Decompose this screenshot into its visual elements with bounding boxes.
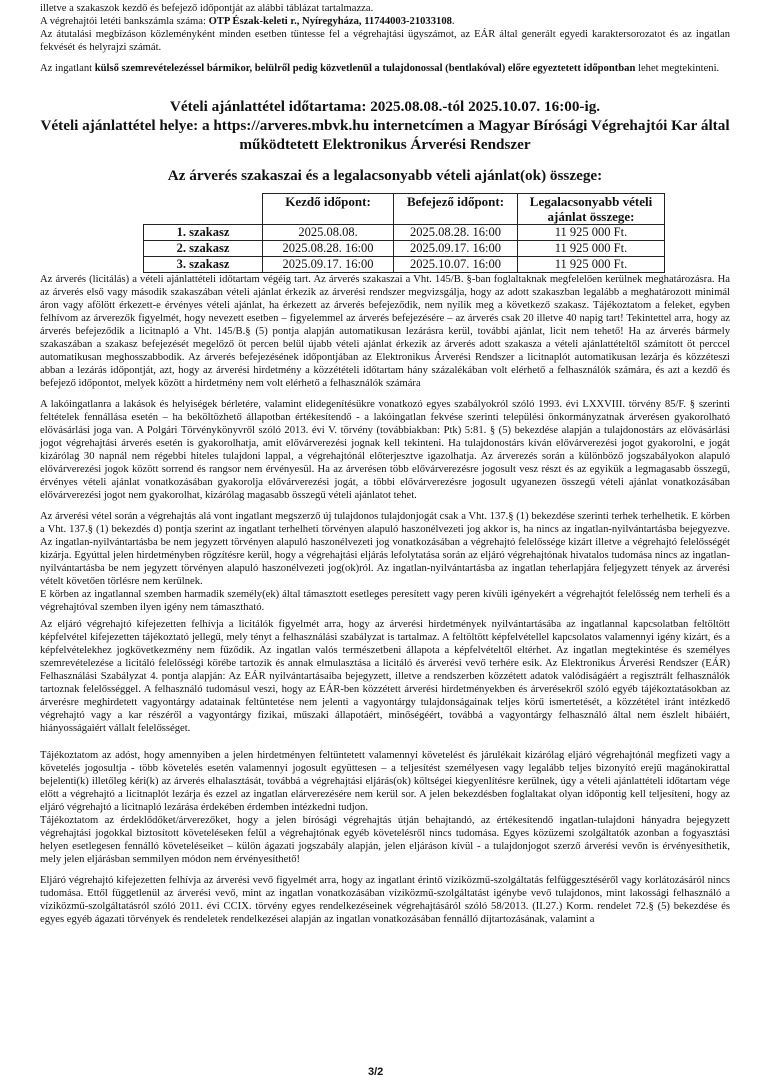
photo-disclaimer-paragraph: Az eljáró végrehajtó kifejezetten felhívja a licitálók figyelmét arra, hogy az árverési hirdetmények nyilvántartásába az ingatlannal kapcsolatban feltöltött képfelvétel kifejezetten tájékoztató jellegű, mely tényt a felhasználási szabályzat is tartalmaz. A feltöltött képfelvétellel kapcsolatos valamennyi igény kizárt, és a képfelvételekhez jogkövetkezmény nem fűződik. Az ingatlan valós természetbeni állapota a képfelvételtől eltérhet. Az ingatlan megtekintése és személyes szemrevételezése a licitáló felelősségi körébe tartozik és annak elmulasztása a licitáló és árverési vevő terhére esik. Az Elektronikus Árverési Rendszer (EÁR) Felhasználási Szabályzat 4. pontja alapján: Az EÁR nyilvántartásaiba bejegyzett, illetve a rendszerben közzétett adatok valódiságáért a regisztrált felhasználók tartoznak felelősséggel. A felhasználó tudomásul veszi, hogy az EÁR-ben közzétett árverési hirdetményekben és árverésekről szóló egyéb tájékoztatásokban az árverésre meghirdetett vagyontárgy adatainak feltüntetése nem jelenti a vagyontárgy tulajdonságainak teljes körű ismertetését, a közzététel iránt intézkedő végrehajtó vagy a kar részéről a vagyontárgy fizikai, műszaki állapotáért, minőségéért, továbbá a vagyontárgy felhasználó által nem észlelt hibáiért, hiányosságaiért vállalt felelősséget. [40, 619, 730, 734]
stage-end: 2025.09.17. 16:00 [394, 241, 518, 257]
intro-line-1: illetve a szakaszok kezdő és befejező időpontját az alábbi táblázat tartalmazza. [40, 3, 374, 14]
bank-suffix: . [451, 16, 455, 27]
document-body [40, 2, 730, 926]
inspection-paragraph [40, 62, 730, 75]
stage-start: 2025.08.28. 16:00 [263, 241, 394, 257]
water-utility-paragraph: Eljáró végrehajtó kifejezetten felhívja az árverési vevő figyelmét arra, hogy az ingatlant érintő víziközmű-szolgáltatás felfüggesztéséről vagy korlátozásáról nincs tudomása. Ettől függetlenül az árverési vevő, mint az ingatlan vonatkozásában víziközmű-szolgáltatást igénybe vevő tulajdonos, mint lakossági felhasználó a víziközmű-szolgáltatásról szóló 2011. évi CCIX. törvény egyes rendelkezéseinek végrehajtásáról szóló 58/2013. (II.27.) Korm. rendelet 72.§ (5) bekezdése és egyes egyéb ágazati törvények és rendeletek rendelkezései alapján az ingatlan vonatkozásában fennálló díjtartozásának, valamint a [40, 875, 730, 925]
intro-line-2 [40, 15, 730, 28]
intro-line-3: Az átutalási megbízáson közleményként minden esetben tüntesse fel a végrehajtási ügyszámot, az EÁR által generált egyedi karaktersorozatot és az ingatlan fekvését és helyrajzi számát. [40, 29, 730, 53]
stage-end: 2025.08.28. 16:00 [394, 225, 518, 241]
table-header-min: Legalacsonyabb vételi ajánlat összege: [518, 194, 665, 225]
utility-claims-paragraph: Tájékoztatom az érdeklődőket/árverezőket, hogy a jelen bírósági végrehajtás útján behajtandó, az értékesítendő ingatlan-tulajdoni hányadra bejegyzett végrehajtási jogokkal biztosított követeléseken felül a végrehajtónak egyéb követelésről nincs tudomása. Egyes közüzemi szolgáltatók azonban a fogyasztási helyen esetlegesen fennálló követeléseiket – külön ágazati jogszabály alapján, jelen eljáráson kívül - a tulajdonjogot szerző árverési vevőn is érvényesíthetik, mely jelen eljárásban semmilyen módon nem érvényesíthető! [40, 815, 730, 865]
stage-label: 3. szakasz [144, 257, 263, 273]
stage-label: 1. szakasz [144, 225, 263, 241]
offer-place-heading: Vételi ajánlattétel helye: a https://arveres.mbvk.hu internetcímen a Magyar Bírósági Végrehajtói Kar által működtetett Elektronikus Árverési Rendszer [40, 117, 730, 153]
table-row [144, 257, 665, 273]
stages-heading: Az árverés szakaszai és a legalacsonyabb vételi ajánlat(ok) összege: [167, 167, 603, 184]
table-header-start: Kezdő időpont: [263, 194, 394, 225]
page-number: 3/2 [368, 1066, 384, 1078]
bank-account: OTP Észak-keleti r., Nyíregyháza, 11744003-21033108 [208, 16, 452, 27]
stage-start: 2025.08.08. [263, 225, 394, 241]
auction-rules-paragraph: Az árverés (licitálás) a vételi ajánlattételi időtartam végéig tart. Az árverés szakaszai a Vht. 145/B. §-ban foglaltaknak megfelelően kerülnek meghatározásra. Ha az árverés első vagy második szakaszában vételi ajánlat érkezik az árverési rendszer megvizsgálja, hogy az adott szakaszban legalább a meghatározott minimál áron vagy afölött érkezett-e érvényes vételi ajánlat, ha érkezett az árverés befejeződik, nem nyílik meg a következő szakasz. Tájékoztatom a feleket, egyben felhívom az árverezők figyelmét, hogy nevezett esetben – figyelemmel az árverés befejezésére – az árverés csak 20 illetve 40 napig tart! Tekintettel arra, hogy az árverés befejeződik a licitnapló a Vht. 145/B.§ (5) pontja alapján automatikusan lezárásra kerül, további ajánlat, licit nem tehető! Ha az árverés bármely szakaszában a szakasz befejezését megelőző öt percen belül újabb vételi ajánlat érkezik az árverés adott szakasza a vételi ajánlattételtől számított öt perccel automatikusan meghosszabbodik. Az árverés befejezésének időpontjában az Elektronikus Árverési Rendszer a licitnaplót automatikusan lezárja és közzéteszi abban a lezárás időpontját, azt, hogy az árverési hirdetmény a közzétételi időtartam hány százalékában volt elérhető a felhasználók számára, és azt a kezdő és befejező időpontot, melyek között a hirdetmény nem volt elérhető a felhasználók számára [40, 274, 730, 389]
table-row [144, 241, 665, 257]
pre-emption-paragraph: A lakóingatlanra a lakások és helyiségek bérletére, valamint elidegenítésükre vonatkozó egyes szabályokról szóló 1993. évi LXXVIII. törvény 85/F. § szerinti feltételek fennállása esetén – ha beköltözhető állapotban értékesítendő - a lakóingatlan fekvése szerinti települési önkormányzatnak árverésen gyakorolható elővásárlási joga van. A Polgári Törvénykönyvről szóló 2013. évi V. törvény (továbbiakban: Ptk) 5:81. § (5) bekezdése alapján a tulajdonostárs az elővásárlási jogot végrehajtási árverés esetén is gyakorolhatja, amit elővárverezési jognak kell tekinteni. Ha tulajdonostárs kíván elővárverezési jogot gyakorolni, e jogát kizárólag 30 napnál nem régebbi hiteles tulajdoni lappal, a végrehajtónál előterjesztve igazolhatja. Az árverezés során a különböző jogszabályokon alapuló elővárverezési jogok között sorrend és rangsor nem érvényesül. Ha az árverésen több elővárverezésre jogosult vesz részt és az egyikük a legmagasabb összegű, érvényes vételi ajánlat vonatkozásában gyakorolja elővárverezési jogát, a többi elővárverezésre jogosult ugyanezen összegű vételi ajánlat vonatkozásában elővárverezési jogot nem gyakorolhat, kizárólag magasabb összegű vételi ajánlatot tehet. [40, 399, 730, 501]
bank-label: A végrehajtói letéti bankszámla száma: [40, 16, 209, 27]
stage-min-bid: 11 925 000 Ft. [518, 225, 665, 241]
table-row [144, 225, 665, 241]
inspection-pre: Az ingatlant [40, 63, 95, 74]
debtor-notice-paragraph: Tájékoztatom az adóst, hogy amennyiben a jelen hirdetményen feltüntetett valamennyi követelést és járulékait kizárólag eljáró végrehajtónál megfizeti vagy a követelés jogosultja - több követelés esetén valamennyi jogosult együttesen – a teljesítést személyesen vagy legalább teljes bizonyító erejű magánokirattal bejelenti(k) illetőleg kéri(k) az árverés elhalasztását, továbbá a végrehajtási eljárás(ok) költségei kiegyenlítésre kerülnek, úgy a vételi ajánlattételi időtartam vége előtt a végrehajtó a licitnaplót lezárja és ezzel az ingatlan elárverezésére nem kerül sor. A jelen bekezdésben foglaltakat olyan időpontig kell teljesíteni, hogy az eljáró végrehajtó a licitnapló lezárása érdekében érdemben intézkedni tudjon. [40, 750, 730, 813]
table-header-row [144, 194, 665, 225]
inspection-bold: külső szemrevételezéssel bármikor, belülről pedig közvetlenül a tulajdonossal (bentlakóval) előre egyeztetett időpontban [94, 63, 636, 74]
encumbrance-paragraph: Az árverési vétel során a végrehajtás alá vont ingatlant megszerző új tulajdonos tulajdonjogát csak a Vht. 137.§ (1) bekezdése szerinti terhek terhelhetik. E körben a Vht. 137.§ (1) bekezdés d) pontja szerint az ingatlant terhelheti törvényen alapuló haszonélvezeti jog akkor is, ha nincs az ingatlan-nyilvántartásba bejegyezve. Az ingatlan-nyilvántartásba be nem jegyzett törvényen alapuló haszonélvezeti jog vonatkozásában a végrehajtó felelőssége kizárt illetve a végrehajtó felelősségét kizárja. Egyúttal jelen hirdetményben rögzítésre kerül, hogy a végrehajtási eljárás lefolytatása során az eljáró végrehajtónak hivatalos tudomása nincs az ingatlan-nyilvántartásba be nem jegyzett törvényen alapuló haszonélvezeti jog(ok)ról. Az ingatlan-nyilvántartásba az ingatlan teherlapjára feljegyzett tények az árverési vételt követően törlésre nem kerülnek. [40, 511, 730, 587]
table-header-end: Befejező időpont: [394, 194, 518, 225]
stage-min-bid: 11 925 000 Ft. [518, 257, 665, 273]
offer-period-heading: Vételi ajánlattétel időtartama: 2025.08.08.-tól 2025.10.07. 16:00-ig. [169, 98, 601, 115]
third-party-claims-paragraph: E körben az ingatlannal szemben harmadik személy(ek) által támasztott esetleges peresített vagy peren kívüli igényekért a végrehajtót felelősség nem terheli és a végrehajtóval szemben ilyen igény nem támasztható. [40, 589, 730, 613]
stage-start: 2025.09.17. 16:00 [263, 257, 394, 273]
stage-min-bid: 11 925 000 Ft. [518, 241, 665, 257]
inspection-post: lehet megtekinteni. [635, 63, 720, 74]
table-header-empty [144, 194, 263, 225]
stages-table [143, 193, 665, 273]
stage-label: 2. szakasz [144, 241, 263, 257]
stage-end: 2025.10.07. 16:00 [394, 257, 518, 273]
